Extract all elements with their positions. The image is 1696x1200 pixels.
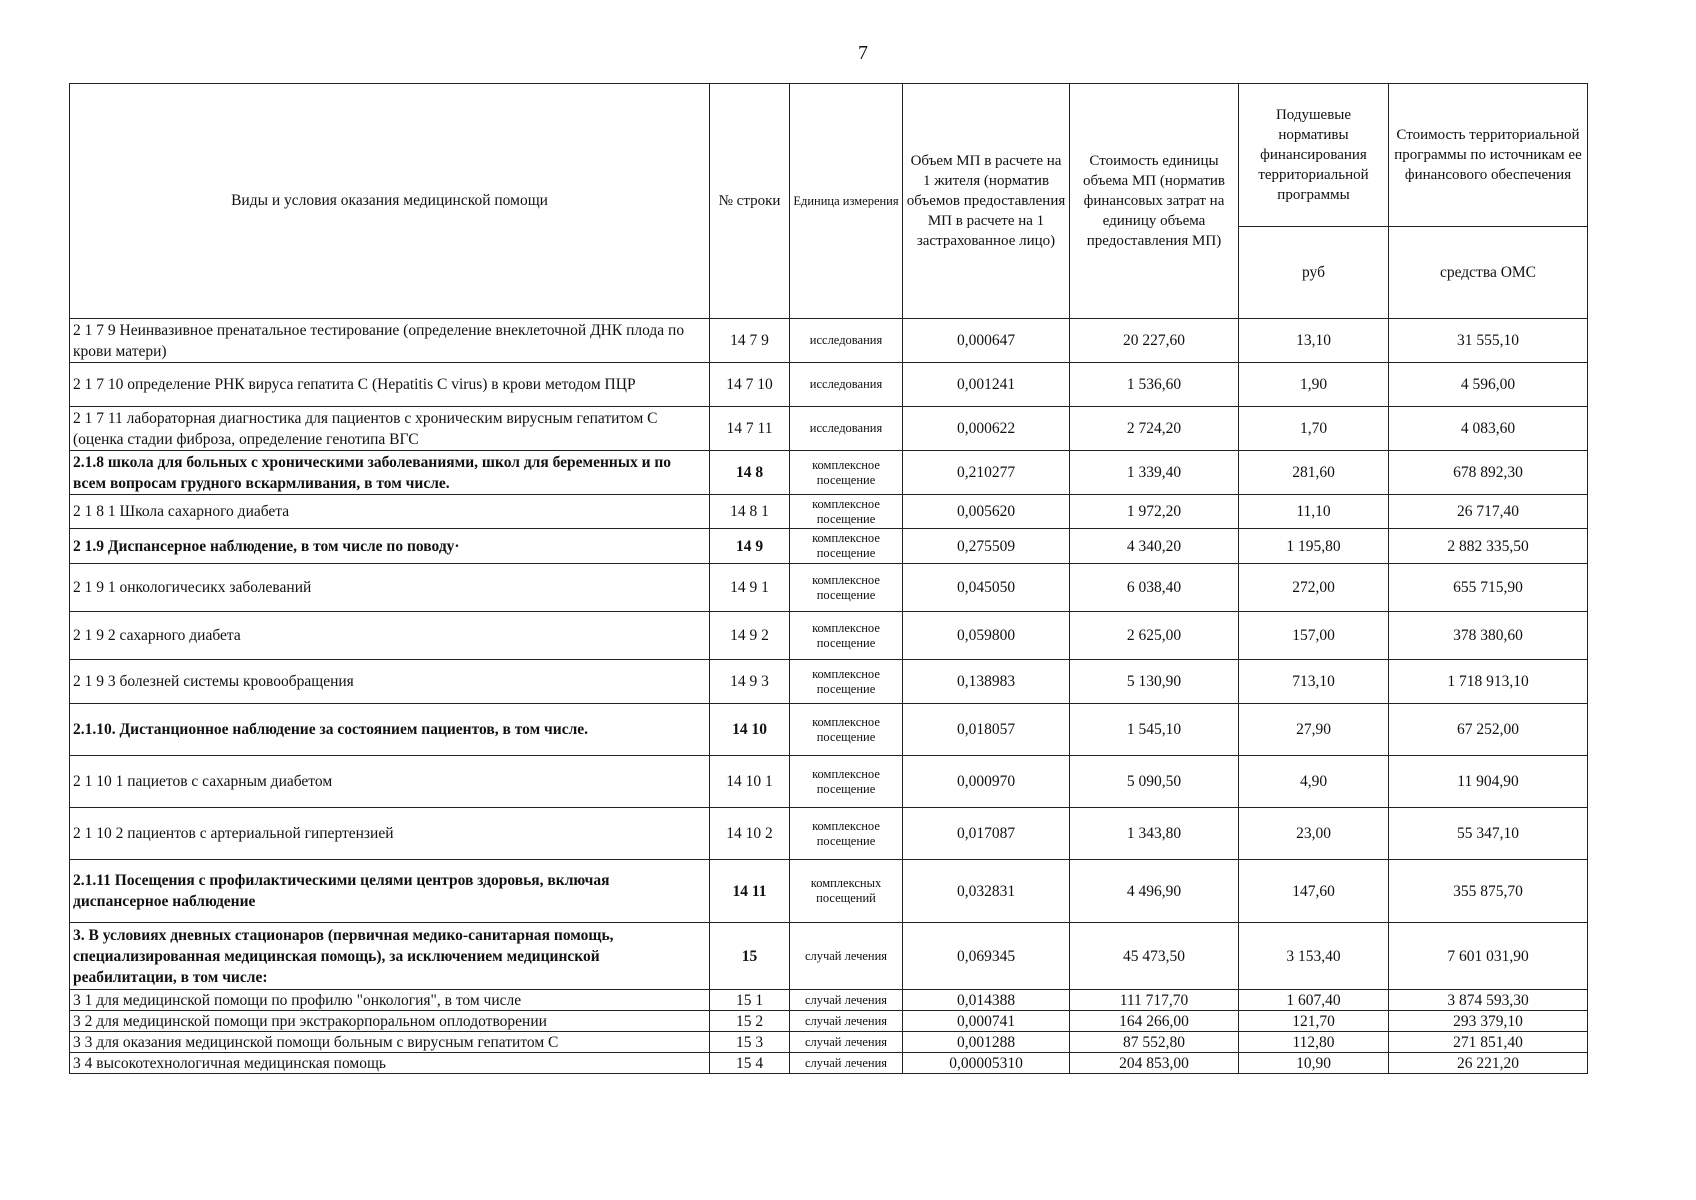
row-per-capita: 281,60 [1239,451,1389,495]
row-unit: исследования [790,407,903,451]
row-number: 14 8 1 [710,495,790,529]
table-row [70,529,1588,564]
row-oms: 26 221,20 [1389,1053,1588,1074]
row-unit-cost: 1 972,20 [1070,495,1239,529]
row-oms: 293 379,10 [1389,1011,1588,1032]
row-number: 14 9 [710,529,790,564]
row-number: 14 9 3 [710,660,790,704]
table-row [70,704,1588,756]
table-row [70,1032,1588,1053]
row-unit: случай лечения [790,923,903,990]
row-per-capita: 1,70 [1239,407,1389,451]
row-unit: случай лечения [790,1053,903,1074]
row-volume: 0,275509 [903,529,1070,564]
row-oms: 11 904,90 [1389,756,1588,808]
row-volume: 0,000622 [903,407,1070,451]
row-per-capita: 3 153,40 [1239,923,1389,990]
row-number: 14 8 [710,451,790,495]
row-per-capita: 1 195,80 [1239,529,1389,564]
row-oms: 7 601 031,90 [1389,923,1588,990]
row-per-capita: 157,00 [1239,612,1389,660]
row-unit: исследования [790,363,903,407]
row-oms: 378 380,60 [1389,612,1588,660]
row-unit: комплексное посещение [790,704,903,756]
row-oms: 678 892,30 [1389,451,1588,495]
table-row [70,808,1588,860]
row-unit-cost: 87 552,80 [1070,1032,1239,1053]
row-name: 2 1 7 11 лабораторная диагностика для пациентов с хроническим вирусным гепатитом С (оценка стадии фиброза, определение генотипа ВГС [70,407,710,451]
row-oms: 4 083,60 [1389,407,1588,451]
row-name: 2 1 9 2 сахарного диабета [70,612,710,660]
row-unit: комплексное посещение [790,564,903,612]
row-per-capita: 121,70 [1239,1011,1389,1032]
row-volume: 0,045050 [903,564,1070,612]
table-row [70,756,1588,808]
table-row [70,612,1588,660]
row-number: 14 11 [710,860,790,923]
row-name: 2.1.11 Посещения с профилактическими целями центров здоровья, включая диспансерное наблюдение [70,860,710,923]
table-body [70,319,1588,1074]
table-row [70,660,1588,704]
row-unit-cost: 5 130,90 [1070,660,1239,704]
row-name: 2 1 10 2 пациентов с артериальной гипертензией [70,808,710,860]
row-number: 14 7 10 [710,363,790,407]
row-number: 15 3 [710,1032,790,1053]
row-oms: 67 252,00 [1389,704,1588,756]
header-unit-cost: Стоимость единицы объема МП (норматив финансовых затрат на единицу объема предоставления МП) [1070,84,1239,319]
row-volume: 0,138983 [903,660,1070,704]
table-row [70,923,1588,990]
row-volume: 0,001288 [903,1032,1070,1053]
row-unit-cost: 164 266,00 [1070,1011,1239,1032]
header-per-capita: Подушевые нормативы финансирования территориальной программы [1239,84,1389,227]
row-unit-cost: 111 717,70 [1070,990,1239,1011]
row-per-capita: 10,90 [1239,1053,1389,1074]
row-per-capita: 713,10 [1239,660,1389,704]
row-volume: 0,001241 [903,363,1070,407]
row-per-capita: 272,00 [1239,564,1389,612]
row-unit-cost: 1 536,60 [1070,363,1239,407]
table-row [70,407,1588,451]
row-volume: 0,000741 [903,1011,1070,1032]
row-volume: 0,032831 [903,860,1070,923]
table-row [70,990,1588,1011]
row-volume: 0,059800 [903,612,1070,660]
table-row [70,564,1588,612]
row-name: 2 1 9 3 болезней системы кровообращения [70,660,710,704]
row-unit: комплексное посещение [790,756,903,808]
row-per-capita: 1 607,40 [1239,990,1389,1011]
header-row-number: № строки [710,84,790,319]
row-unit-cost: 2 625,00 [1070,612,1239,660]
table-row [70,1011,1588,1032]
row-name: 2 1 9 1 онкологичесикх заболеваний [70,564,710,612]
row-unit-cost: 6 038,40 [1070,564,1239,612]
row-unit: комплексное посещение [790,808,903,860]
row-name: 2 1.9 Диспансерное наблюдение, в том числе по поводу· [70,529,710,564]
row-unit-cost: 2 724,20 [1070,407,1239,451]
row-unit: исследования [790,319,903,363]
table-row [70,363,1588,407]
row-number: 14 10 2 [710,808,790,860]
row-per-capita: 27,90 [1239,704,1389,756]
row-oms: 2 882 335,50 [1389,529,1588,564]
row-volume: 0,017087 [903,808,1070,860]
row-name: 3 3 для оказания медицинской помощи больным с вирусным гепатитом С [70,1032,710,1053]
row-unit: комплексное посещение [790,529,903,564]
row-per-capita: 1,90 [1239,363,1389,407]
row-unit-cost: 5 090,50 [1070,756,1239,808]
row-unit: случай лечения [790,1032,903,1053]
row-unit-cost: 45 473,50 [1070,923,1239,990]
row-oms: 355 875,70 [1389,860,1588,923]
row-number: 15 2 [710,1011,790,1032]
row-oms: 31 555,10 [1389,319,1588,363]
row-number: 15 4 [710,1053,790,1074]
row-name: 2 1 10 1 пациетов с сахарным диабетом [70,756,710,808]
row-name: 3 1 для медицинской помощи по профилю "онкология", в том числе [70,990,710,1011]
row-unit-cost: 4 496,90 [1070,860,1239,923]
table-row [70,860,1588,923]
table-row [70,495,1588,529]
row-oms: 271 851,40 [1389,1032,1588,1053]
header-total-cost-source: средства ОМС [1389,227,1588,319]
row-unit-cost: 20 227,60 [1070,319,1239,363]
row-name: 3 4 высокотехнологичная медицинская помощь [70,1053,710,1074]
row-oms: 55 347,10 [1389,808,1588,860]
row-unit: комплексное посещение [790,612,903,660]
row-number: 14 7 11 [710,407,790,451]
table-row [70,451,1588,495]
header-per-capita-unit: руб [1239,227,1389,319]
row-unit-cost: 1 545,10 [1070,704,1239,756]
row-volume: 0,014388 [903,990,1070,1011]
row-number: 14 10 [710,704,790,756]
row-unit: комплексное посещение [790,495,903,529]
row-volume: 0,069345 [903,923,1070,990]
row-per-capita: 11,10 [1239,495,1389,529]
row-volume: 0,000647 [903,319,1070,363]
row-oms: 655 715,90 [1389,564,1588,612]
header-volume: Объем МП в расчете на 1 жителя (норматив объемов предоставления МП в расчете на 1 застрахованное лицо) [903,84,1070,319]
row-name: 2 1 7 9 Неинвазивное пренатальное тестирование (определение внеклеточной ДНК плода по крови матери) [70,319,710,363]
row-unit-cost: 1 343,80 [1070,808,1239,860]
row-unit-cost: 1 339,40 [1070,451,1239,495]
row-unit: случай лечения [790,1011,903,1032]
row-oms: 1 718 913,10 [1389,660,1588,704]
row-per-capita: 147,60 [1239,860,1389,923]
row-per-capita: 4,90 [1239,756,1389,808]
financing-table [69,83,1588,1074]
row-per-capita: 23,00 [1239,808,1389,860]
row-oms: 3 874 593,30 [1389,990,1588,1011]
row-unit: комплексных посещений [790,860,903,923]
table-row [70,1053,1588,1074]
row-number: 15 [710,923,790,990]
row-number: 14 9 1 [710,564,790,612]
row-unit-cost: 204 853,00 [1070,1053,1239,1074]
header-kind: Виды и условия оказания медицинской помощи [70,84,710,319]
row-volume: 0,005620 [903,495,1070,529]
row-per-capita: 13,10 [1239,319,1389,363]
row-unit-cost: 4 340,20 [1070,529,1239,564]
row-unit: комплексное посещение [790,660,903,704]
row-volume: 0,000970 [903,756,1070,808]
row-number: 14 10 1 [710,756,790,808]
row-name: 2 1 7 10 определение РНК вируса гепатита С (Hepatitis C virus) в крови методом ПЦР [70,363,710,407]
row-volume: 0,210277 [903,451,1070,495]
row-volume: 0,00005310 [903,1053,1070,1074]
table-row [70,319,1588,363]
row-number: 15 1 [710,990,790,1011]
row-unit: случай лечения [790,990,903,1011]
row-oms: 4 596,00 [1389,363,1588,407]
page-number: 7 [858,42,868,64]
row-name: 3 2 для медицинской помощи при экстракорпоральном оплодотворении [70,1011,710,1032]
row-number: 14 9 2 [710,612,790,660]
row-name: 2.1.8 школа для больных с хроническими заболеваниями, школ для беременных и по всем вопросам грудного вскармливания, в том числе. [70,451,710,495]
row-volume: 0,018057 [903,704,1070,756]
row-name: 2 1 8 1 Школа сахарного диабета [70,495,710,529]
row-name: 3. В условиях дневных стационаров (первичная медико-санитарная помощь, специализированная медицинская помощь), за исключением медицинской реабилитации, в том числе: [70,923,710,990]
header-total-cost: Стоимость территориальной программы по источникам ее финансового обеспечения [1389,84,1588,227]
row-number: 14 7 9 [710,319,790,363]
header-unit: Единица измерения [790,84,903,319]
row-per-capita: 112,80 [1239,1032,1389,1053]
row-name: 2.1.10. Дистанционное наблюдение за состоянием пациентов, в том числе. [70,704,710,756]
row-oms: 26 717,40 [1389,495,1588,529]
row-unit: комплексное посещение [790,451,903,495]
